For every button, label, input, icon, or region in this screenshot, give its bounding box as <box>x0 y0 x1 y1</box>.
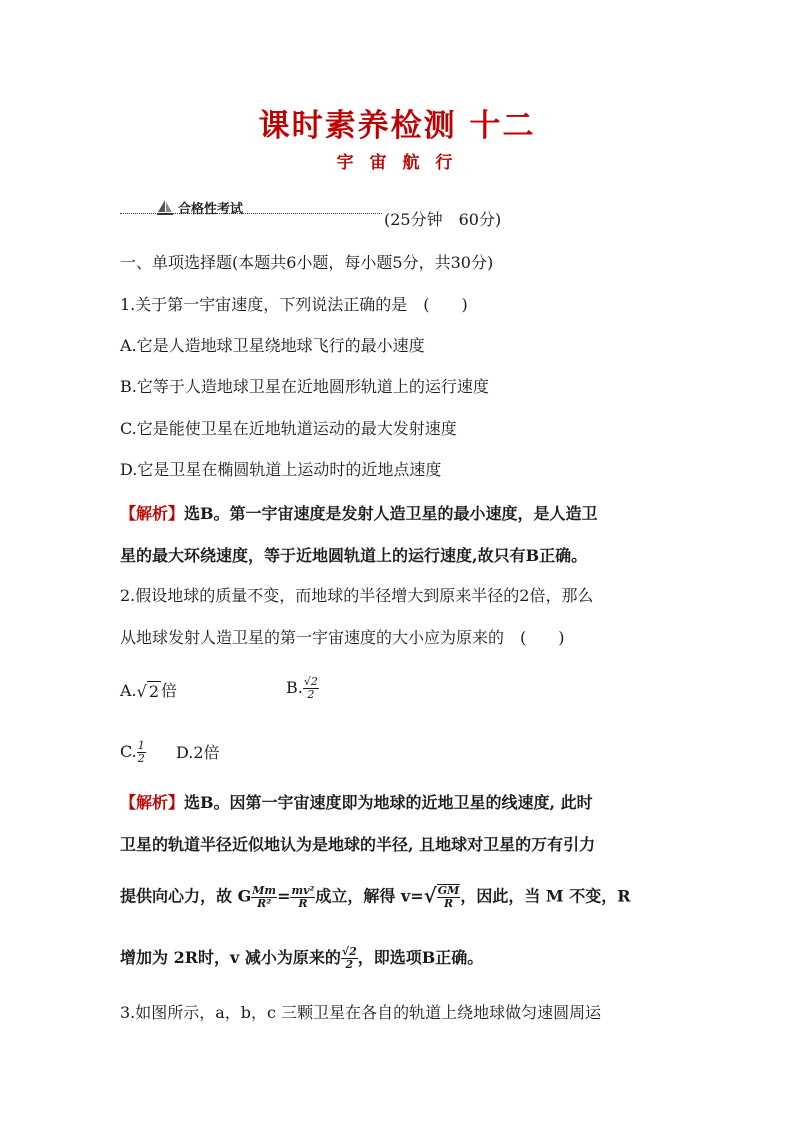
question-2-analysis-line-1: 【解析】选B。因第一宇宙速度即为地球的近地卫星的线速度, 此时 <box>120 793 593 812</box>
question-1-analysis-line-2: 星的最大环绕速度，等于近地圆轨道上的运行速度,故只有B正确。 <box>120 546 588 565</box>
question-1-analysis-line-1: 【解析】选B。第一宇宙速度是发射人造卫星的最小速度，是人造卫 <box>120 504 598 523</box>
question-1-stem: 1.关于第一宇宙速度，下列说法正确的是 ( ) <box>120 295 468 314</box>
page-subtitle: 宇 宙 航 行 <box>336 153 458 173</box>
fraction: $\frac{1}{2}$ <box>137 739 145 765</box>
question-2-stem-line-2: 从地球发射人造卫星的第一宇宙速度的大小应为原来的 ( ) <box>120 628 565 647</box>
question-2-option-d: D.2倍 <box>176 743 220 762</box>
question-2-analysis-line-2: 卫星的轨道半径近似地认为是地球的半径, 且地球对卫星的万有引力 <box>120 835 596 854</box>
section-badge-label: 合格性考试 <box>178 202 244 217</box>
page-title: 课时素养检测 十二 <box>258 108 536 144</box>
question-2-analysis-line-4: 增加为 2R时，v 减小为原来的 $\frac{√2}{2}$ ，即选项B正确。 <box>120 945 484 971</box>
question-1-option-a: A.它是人造地球卫星绕地球飞行的最小速度 <box>120 336 425 355</box>
fraction: $\frac{√2}{2}$ <box>303 675 318 701</box>
question-2-stem-line-1: 2.假设地球的质量不变，而地球的半径增大到原来半径的2倍，那么 <box>120 586 594 605</box>
question-1-option-b: B.它等于人造地球卫星在近地圆形轨道上的运行速度 <box>120 377 489 396</box>
question-1-option-d: D.它是卫星在椭圆轨道上运动时的近地点速度 <box>120 460 442 479</box>
fraction: $\frac{√2}{2}$ <box>341 945 357 971</box>
question-2-option-a: A.√ 2 倍 <box>120 681 178 701</box>
question-1-option-c: C.它是能使卫星在近地轨道运动的最大发射速度 <box>120 419 457 438</box>
question-2-option-c: C. $\frac{1}{2}$ <box>120 739 145 765</box>
part-heading: 一、单项选择题(本题共6小题，每小题5分，共30分) <box>120 253 494 272</box>
section-badge <box>155 198 243 217</box>
section-time-score: (25分钟 60分) <box>384 210 502 229</box>
question-3-stem-line-1: 3.如图所示，a，b，c 三颗卫星在各自的轨道上绕地球做匀速圆周运 <box>120 1003 602 1022</box>
fraction: $\frac{Mm}{\text{R²}}$ <box>252 883 277 910</box>
question-2-analysis-line-3: 提供向心力，故 G $\frac{Mm}{\text{R²}}$ = $\frac{\text{mv²}}{R}$ 成立，解得 v=√ $\frac{GM}{R}$ ，因此，当 M 不变，R <box>120 883 631 910</box>
sqrt-symbol: √ 2 <box>136 681 160 701</box>
question-2-option-b: B. $\frac{√2}{2}$ <box>286 675 318 701</box>
analysis-tag: 【解析】 <box>120 793 185 812</box>
sailboat-icon <box>155 199 175 217</box>
analysis-tag: 【解析】 <box>120 504 185 523</box>
sqrt-symbol: √ $\frac{GM}{R}$ <box>423 883 460 910</box>
fraction: $\frac{\text{mv²}}{R}$ <box>291 883 315 910</box>
